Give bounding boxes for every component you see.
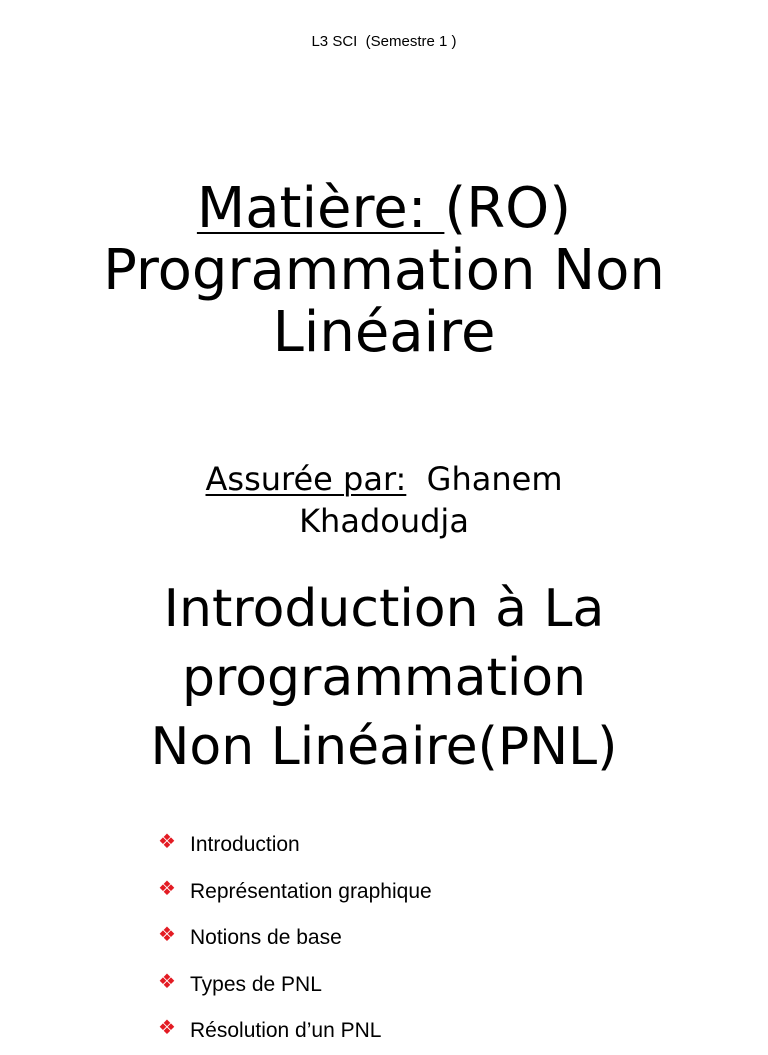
course-level-header: L3 SCI (Semestre 1 ) [311, 33, 457, 50]
list-item [158, 869, 432, 916]
list-item [158, 1008, 432, 1055]
list-item [158, 962, 432, 1009]
outline-item-label: Résolution d’un PNL [190, 1019, 382, 1043]
subject-line-3: Linéaire [272, 300, 496, 365]
course-title [40, 575, 728, 782]
diamond-star-bullet-icon: ❖ [158, 877, 176, 900]
course-title-line-3: Non Linéaire(PNL) [150, 717, 618, 777]
outline-item-label: Notions de base [190, 926, 342, 950]
subject-line-1 [40, 178, 728, 240]
course-title-line-2: programmation [181, 648, 587, 708]
teacher-label: Assurée par: [205, 460, 407, 498]
outline-list [158, 822, 432, 1055]
diamond-star-bullet-icon: ❖ [158, 924, 176, 947]
course-title-line-1: Introduction à La [163, 579, 605, 639]
outline-item-label: Représentation graphique [190, 879, 432, 903]
outline-item-label: Types de PNL [190, 972, 322, 996]
subject-line-2: Programmation Non [103, 238, 665, 303]
list-item [158, 915, 432, 962]
teacher-line-1 [140, 458, 628, 500]
diamond-star-bullet-icon: ❖ [158, 831, 176, 854]
subject-heading [40, 178, 728, 364]
subject-code: (RO) [444, 176, 572, 241]
teacher-first-name: Ghanem [426, 460, 563, 498]
teacher-block [140, 458, 628, 542]
subject-label: Matière: [196, 176, 445, 241]
teacher-last-name: Khadoudja [299, 502, 469, 540]
list-item [158, 822, 432, 869]
diamond-star-bullet-icon: ❖ [158, 1017, 176, 1040]
diamond-star-bullet-icon: ❖ [158, 970, 176, 993]
outline-item-label: Introduction [190, 833, 300, 857]
